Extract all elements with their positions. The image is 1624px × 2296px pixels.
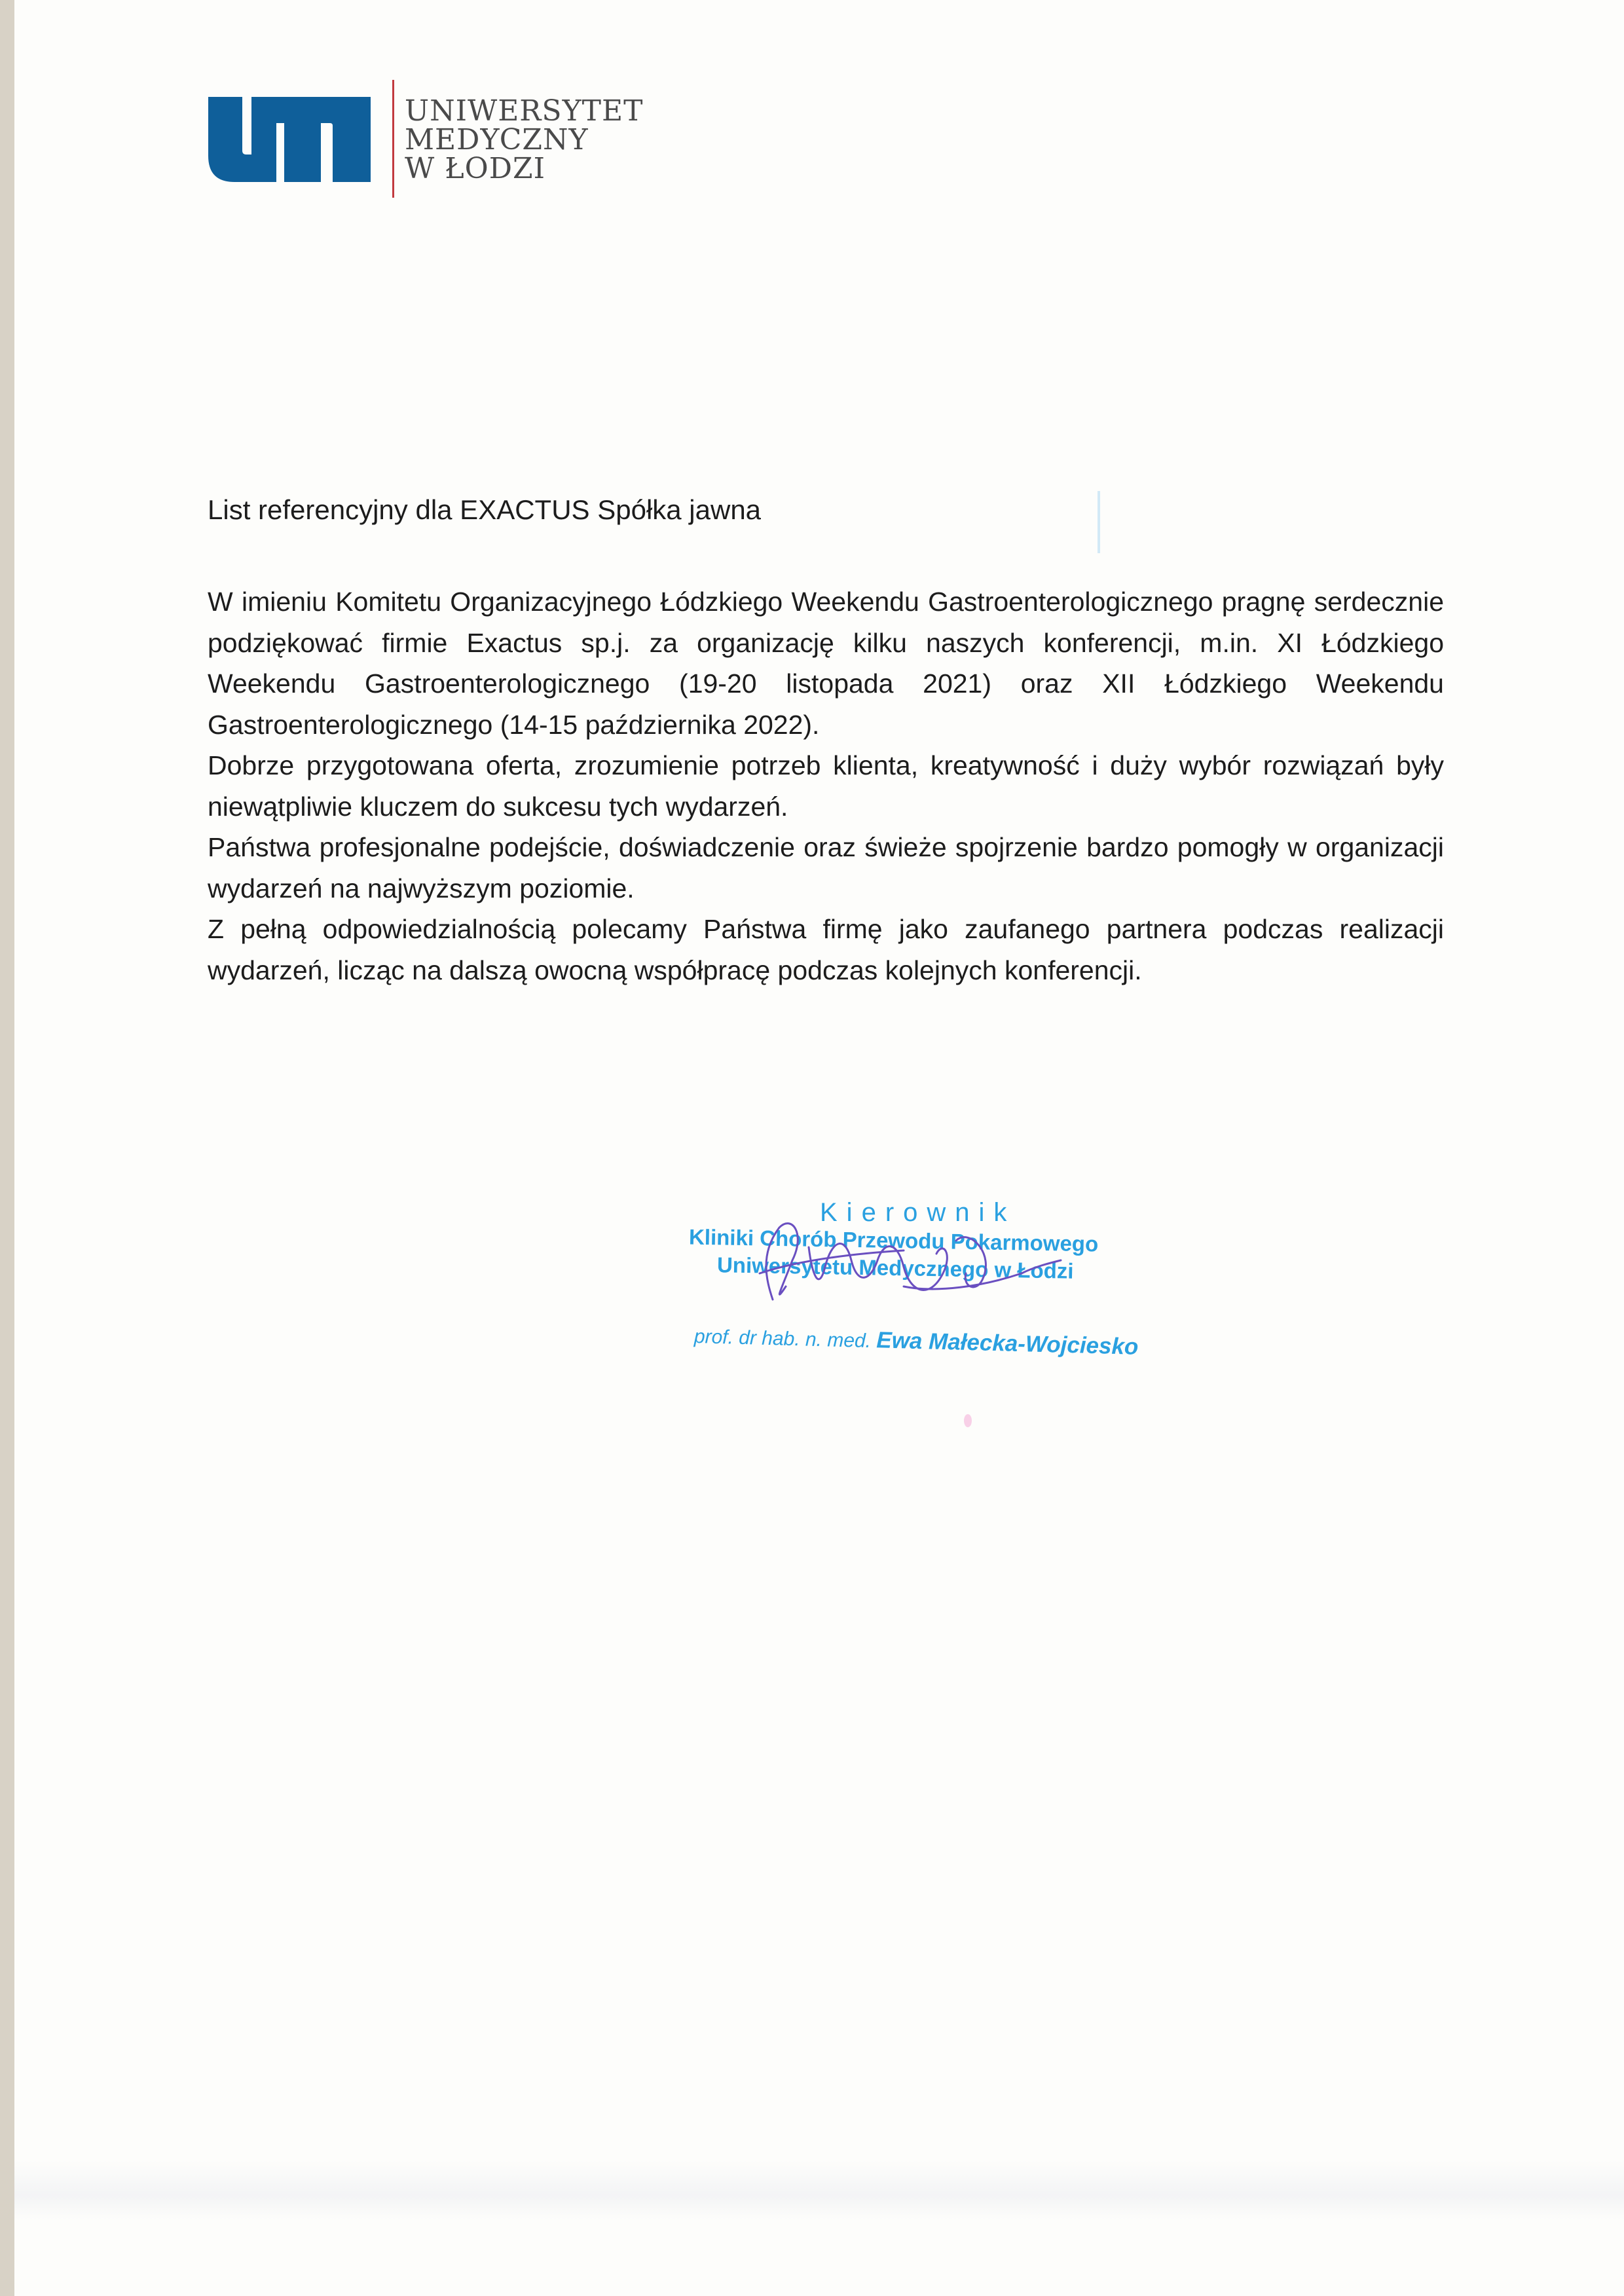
scan-edge — [0, 0, 14, 2296]
letter-paragraph: Dobrze przygotowana oferta, zrozumienie potrzeb klienta, kreatywność i duży wybór rozwiązań były niewątpliwie kluczem do sukcesu tych wydarzeń. — [208, 750, 1444, 822]
letter-body — [208, 581, 1444, 991]
logo-divider — [392, 80, 394, 198]
university-name-line: UNIWERSYTET — [405, 94, 644, 128]
university-name-line: MEDYCZNY — [405, 123, 589, 156]
letter-paragraph: W imieniu Komitetu Organizacyjnego Łódzkiego Weekendu Gastroenterologicznego pragnę serdecznie podziękować firmie Exactus sp.j. za organizację kilku naszych konferencji, m.in. XI Łódzkiego Weekendu Gastroenterologicznego (19-20 listopada 2021) oraz XII Łódzkiego Weekendu Gastroenterologicznego (14-15 października 2022). — [208, 587, 1444, 740]
signatory — [693, 1322, 1138, 1360]
scan-artifact — [964, 1414, 972, 1427]
stamp-university: Uniwersytetu Medycznego w Łodzi — [716, 1252, 1074, 1283]
letter-paragraph: Państwa profesjonalne podejście, doświadczenie oraz świeże spojrzenie bardzo pomogły w organizacji wydarzeń na najwyższym poziomie. — [208, 832, 1444, 903]
university-name-line: W ŁODZI — [405, 152, 545, 185]
university-logo-icon — [208, 97, 371, 182]
stamp-department: Kliniki Chorób Przewodu Pokarmowego — [688, 1224, 1099, 1256]
official-stamp — [674, 1198, 1146, 1309]
stamp-title: Kierownik — [820, 1198, 1016, 1227]
signatory-title: prof. dr hab. n. med. — [693, 1326, 877, 1353]
letterhead — [208, 80, 667, 211]
university-name — [405, 94, 644, 185]
scan-artifact — [1098, 491, 1100, 553]
letter-paragraph: Z pełną odpowiedzialnością polecamy Państwa firmę jako zaufanego partnera podczas realizacji wydarzeń, licząc na dalszą owocną współpracę podczas kolejnych konferencji. — [208, 914, 1444, 985]
signatory-name: Ewa Małecka-Wojciesko — [876, 1327, 1139, 1360]
letter-title: List referencyjny dla EXACTUS Spółka jawna — [208, 494, 762, 525]
scan-shade — [14, 2160, 1624, 2219]
